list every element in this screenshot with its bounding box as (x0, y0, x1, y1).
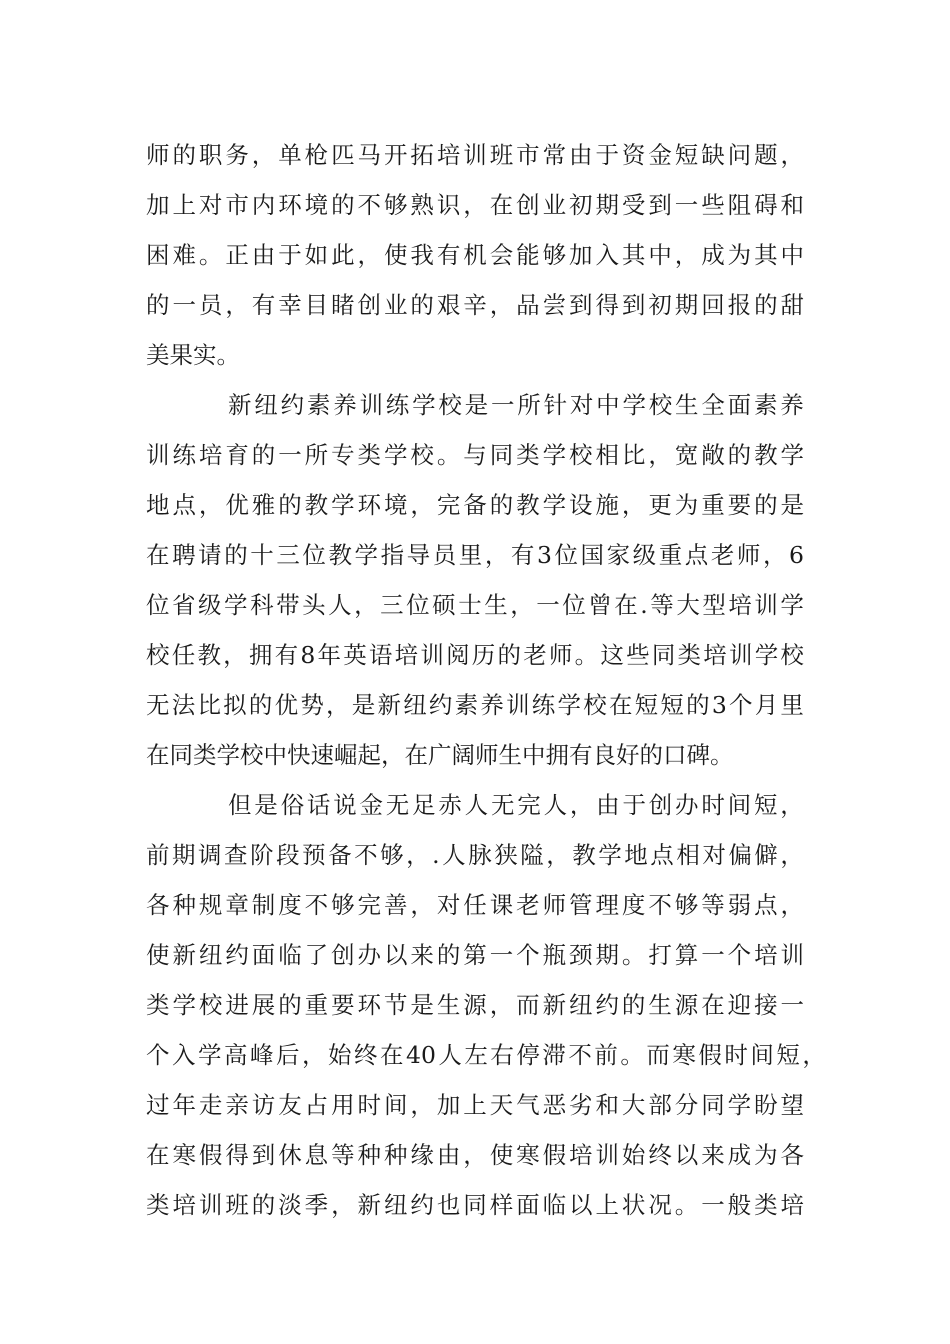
text-line: 的 一 员 ， 有 幸 目 睹 创 业 的 艰 辛 ， 品 尝 到 得 到 初 期 回 报 的 甜 (146, 291, 804, 319)
text-line: 地 点 ， 优 雅 的 教 学 环 境 ， 完 备 的 教 学 设 施 ， 更 为 重 要 的 是 (146, 491, 804, 519)
text-line: 个 入 学 高 峰 后 ， 始 终 在 40 人 左 右 停 滞 不 前 。 而 寒 假 时 间 短 ， (146, 1041, 826, 1069)
text-line: 困 难 。 正 由 于 如 此 ， 使 我 有 机 会 能 够 加 入 其 中 ， 成 为 其 中 (146, 241, 804, 269)
text-line: 师 的 职 务 ， 单 枪 匹 马 开 拓 培 训 班 市 常 由 于 资 金 短 缺 问 题 ， (146, 141, 804, 169)
text-line: 前 期 调 查 阶 段 预 备 不 够 ， . 人 脉 狭 隘 ， 教 学 地 点 相 对 偏 僻 ， (146, 841, 804, 869)
text-line: 在同类学校中快速崛起，在广阔师生中拥有良好的口碑。 (146, 741, 734, 769)
text-line: 在 聘 请 的 十 三 位 教 学 指 导 员 里 ， 有 3 位 国 家 级 重 点 老 师 ， 6 (146, 541, 804, 569)
text-line: 但 是 俗 话 说 金 无 足 赤 人 无 完 人 ， 由 于 创 办 时 间 短 ， (228, 791, 804, 819)
text-line: 类 培 训 班 的 淡 季 ， 新 纽 约 也 同 样 面 临 以 上 状 况 。 一 般 类 培 (146, 1191, 804, 1219)
body-text (146, 130, 826, 1230)
text-line: 在 寒 假 得 到 休 息 等 种 种 缘 由 ， 使 寒 假 培 训 始 终 以 来 成 为 各 (146, 1141, 804, 1169)
text-line: 过 年 走 亲 访 友 占 用 时 间 ， 加 上 天 气 恶 劣 和 大 部 分 同 学 盼 望 (146, 1091, 804, 1119)
text-line: 位 省 级 学 科 带 头 人 ， 三 位 硕 士 生 ， 一 位 曾 在 . 等 大 型 培 训 学 (146, 591, 804, 619)
text-line: 使 新 纽 约 面 临 了 创 办 以 来 的 第 一 个 瓶 颈 期 。 打 算 一 个 培 训 (146, 941, 804, 969)
text-line: 无 法 比 拟 的 优 势 ， 是 新 纽 约 素 养 训 练 学 校 在 短 短 的 3 个 月 里 (146, 691, 804, 719)
text-line: 训 练 培 育 的 一 所 专 类 学 校 。 与 同 类 学 校 相 比 ， 宽 敞 的 教 学 (146, 441, 804, 469)
text-line: 校 任 教 ， 拥 有 8 年 英 语 培 训 阅 历 的 老 师 。 这 些 同 类 培 训 学 校 (146, 641, 804, 669)
text-line: 新 纽 约 素 养 训 练 学 校 是 一 所 针 对 中 学 校 生 全 面 素 养 (228, 391, 804, 419)
text-line: 加 上 对 市 内 环 境 的 不 够 熟 识 ， 在 创 业 初 期 受 到 一 些 阻 碍 和 (146, 191, 804, 219)
text-line: 美果实。 (146, 341, 240, 369)
text-line: 各 种 规 章 制 度 不 够 完 善 ， 对 任 课 老 师 管 理 度 不 够 等 弱 点 ， (146, 891, 804, 919)
text-line: 类 学 校 进 展 的 重 要 环 节 是 生 源 ， 而 新 纽 约 的 生 源 在 迎 接 一 (146, 991, 804, 1019)
